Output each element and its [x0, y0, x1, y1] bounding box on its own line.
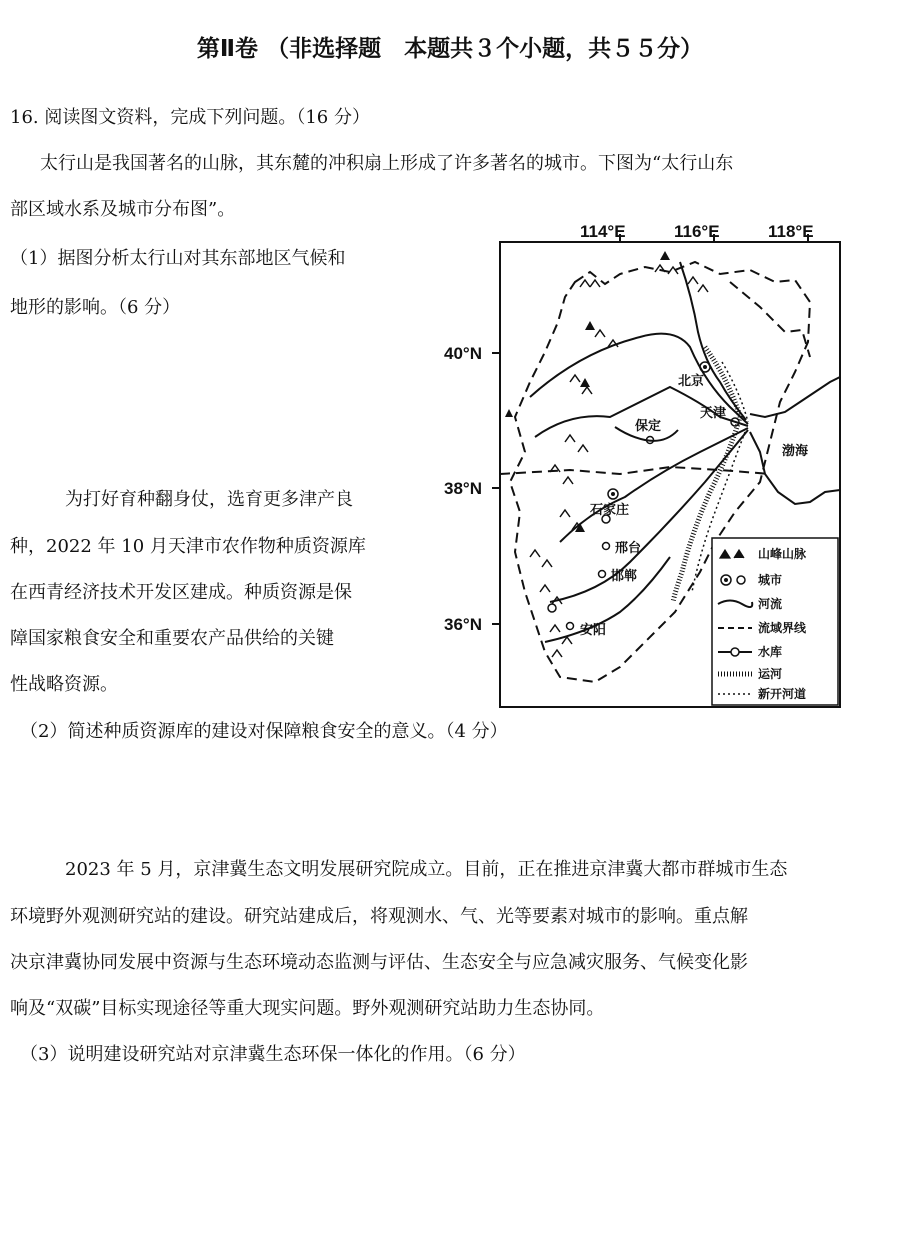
sub-question-1-line-2: 地形的影响。（6 分） — [10, 297, 181, 318]
city-label-anyang: 安阳 — [580, 623, 607, 638]
river — [680, 262, 746, 420]
legend-label: 水库 — [758, 645, 783, 659]
lon-label: 118°E — [768, 222, 814, 241]
legend-label: 城市 — [758, 573, 783, 587]
taihang-water-city-map — [430, 212, 870, 712]
legend-label: 山峰山脉 — [758, 547, 807, 561]
legend-label: 新开河道 — [758, 687, 807, 701]
intro-line-2: 部区域水系及城市分布图”。 — [10, 199, 236, 220]
paragraph-3-line: 2023 年 5 月，京津冀生态文明发展研究院成立。目前，正在推进京津冀大都市群城市生态 — [65, 859, 788, 880]
paragraph-2-line: 为打好育种翻身仗，选育更多津产良 — [65, 489, 353, 510]
legend-label: 河流 — [758, 597, 783, 611]
paragraph-2-line: 障国家粮食安全和重要农产品供给的关键 — [10, 628, 334, 649]
city-label-beijing: 北京 — [678, 374, 705, 389]
sub-question-2: （2）简述种质资源库的建设对保障粮食安全的意义。（4 分） — [20, 721, 508, 742]
lon-label: 114°E — [580, 222, 626, 241]
page-title: 第Ⅱ卷 （非选择题 本题共３个小题，共５５分） — [196, 36, 704, 62]
paragraph-2-line: 性战略资源。 — [10, 674, 118, 695]
peak-icons — [505, 251, 670, 532]
paragraph-2-line: 种，2022 年 10 月天津市农作物种质资源库 — [10, 536, 366, 557]
city-label-tianjin: 天津 — [700, 406, 727, 421]
question-16-stem: 16. 阅读图文资料，完成下列问题。（16 分） — [10, 107, 370, 128]
lat-label: 40°N — [444, 344, 482, 363]
sub-question-1-line-1: （1）据图分析太行山对其东部地区气候和 — [10, 248, 346, 269]
paragraph-2-line: 在西青经济技术开发区建成。种质资源是保 — [10, 582, 352, 603]
coastline — [750, 377, 840, 417]
city-label-handan: 邯郸 — [611, 569, 638, 584]
basin-boundary — [500, 467, 770, 474]
sea-label-bohai: 渤海 — [782, 444, 809, 459]
city-label-baoding: 保定 — [635, 419, 662, 434]
basin-boundary — [730, 282, 810, 357]
river — [560, 428, 748, 542]
coastline — [750, 432, 840, 504]
city-label-xingtai: 邢台 — [615, 541, 642, 556]
paragraph-3-line: 决京津冀协同发展中资源与生态环境动态监测与评估、生态安全与应急减灾服务、气候变化影 — [10, 952, 748, 973]
paragraph-3-line: 环境野外观测研究站的建设。研究站建成后，将观测水、气、光等要素对城市的影响。重点解 — [10, 906, 748, 927]
city-label-shijiazhuang: 石家庄 — [590, 503, 630, 518]
intro-line-1: 太行山是我国著名的山脉，其东麓的冲积扇上形成了许多著名的城市。下图为“太行山东 — [40, 153, 734, 174]
lat-label: 38°N — [444, 479, 482, 498]
lat-label: 36°N — [444, 615, 482, 634]
map-legend — [712, 538, 838, 705]
lon-label: 116°E — [674, 222, 720, 241]
legend-label: 流域界线 — [758, 621, 807, 635]
paragraph-3-line: 响及“双碳”目标实现途径等重大现实问题。野外观测研究站助力生态协同。 — [10, 998, 605, 1019]
sub-question-3: （3）说明建设研究站对京津冀生态环保一体化的作用。（6 分） — [20, 1044, 526, 1065]
legend-label: 运河 — [758, 667, 783, 681]
